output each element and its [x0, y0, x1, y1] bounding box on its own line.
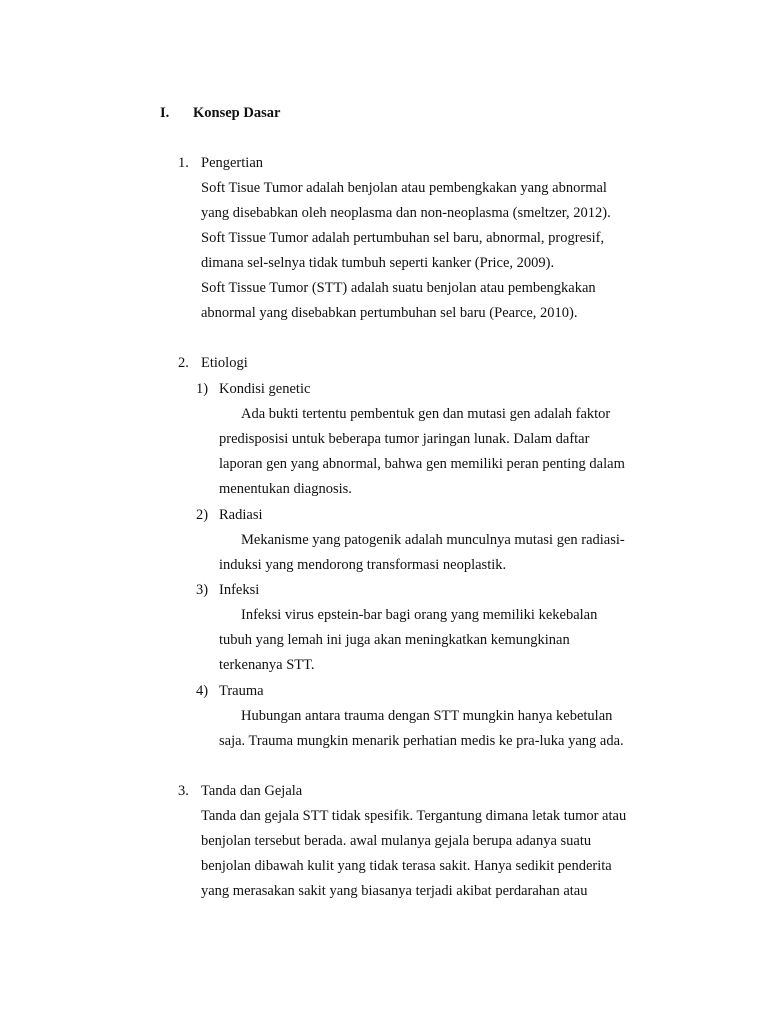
paragraph-line: Ada bukti tertentu pembentuk gen dan mutasi gen adalah faktor	[241, 406, 611, 422]
item-number: 1.	[178, 155, 189, 171]
section-title: Konsep Dasar	[193, 105, 281, 121]
subitem-number: 4)	[196, 683, 209, 699]
paragraph-line: yang merasakan sakit yang biasanya terjadi akibat perdarahan atau	[201, 883, 588, 899]
subitem-heading-trauma: Trauma	[219, 683, 264, 699]
paragraph-line: Soft Tissue Tumor (STT) adalah suatu benjolan atau pembengkakan	[201, 280, 596, 296]
paragraph-line: terkenanya STT.	[219, 657, 315, 673]
paragraph-line: Tanda dan gejala STT tidak spesifik. Tergantung dimana letak tumor atau	[201, 808, 627, 824]
item-heading-tanda-gejala: Tanda dan Gejala	[201, 783, 303, 799]
paragraph-line: Soft Tisue Tumor adalah benjolan atau pembengkakan yang abnormal	[201, 180, 607, 196]
paragraph-line: Infeksi virus epstein-bar bagi orang yang memiliki kekebalan	[241, 607, 598, 623]
section-numeral: I.	[160, 105, 170, 121]
paragraph-line: laporan gen yang abnormal, bahwa gen memiliki peran penting dalam	[219, 456, 625, 472]
paragraph-line: Soft Tissue Tumor adalah pertumbuhan sel baru, abnormal, progresif,	[201, 230, 605, 246]
subitem-number: 2)	[196, 507, 209, 523]
item-heading-etiologi: Etiologi	[201, 355, 248, 371]
paragraph-line: benjolan dibawah kulit yang tidak terasa sakit. Hanya sedikit penderita	[201, 858, 612, 874]
paragraph-line: yang disebabkan oleh neoplasma dan non-neoplasma (smeltzer, 2012).	[201, 205, 611, 221]
paragraph-line: dimana sel-selnya tidak tumbuh seperti kanker (Price, 2009).	[201, 255, 555, 271]
item-number: 2.	[178, 355, 189, 371]
paragraph-line: induksi yang mendorong transformasi neoplastik.	[219, 557, 507, 573]
subitem-number: 3)	[196, 582, 209, 598]
subitem-heading-kondisi-genetic: Kondisi genetic	[219, 381, 311, 397]
item-heading-pengertian: Pengertian	[201, 155, 264, 171]
paragraph-line: Hubungan antara trauma dengan STT mungkin hanya kebetulan	[241, 708, 613, 724]
paragraph-line: tubuh yang lemah ini juga akan meningkatkan kemungkinan	[219, 632, 570, 648]
paragraph-line: menentukan diagnosis.	[219, 481, 352, 497]
paragraph-line: abnormal yang disebabkan pertumbuhan sel baru (Pearce, 2010).	[201, 305, 578, 321]
subitem-number: 1)	[196, 381, 209, 397]
subitem-heading-infeksi: Infeksi	[219, 582, 260, 598]
paragraph-line: Mekanisme yang patogenik adalah munculnya mutasi gen radiasi-	[241, 532, 625, 548]
paragraph-line: predisposisi untuk beberapa tumor jaringan lunak. Dalam daftar	[219, 431, 590, 447]
subitem-heading-radiasi: Radiasi	[219, 507, 263, 523]
paragraph-line: benjolan tersebut berada. awal mulanya gejala berupa adanya suatu	[201, 833, 592, 849]
paragraph-line: saja. Trauma mungkin menarik perhatian medis ke pra-luka yang ada.	[219, 733, 624, 749]
item-number: 3.	[178, 783, 189, 799]
